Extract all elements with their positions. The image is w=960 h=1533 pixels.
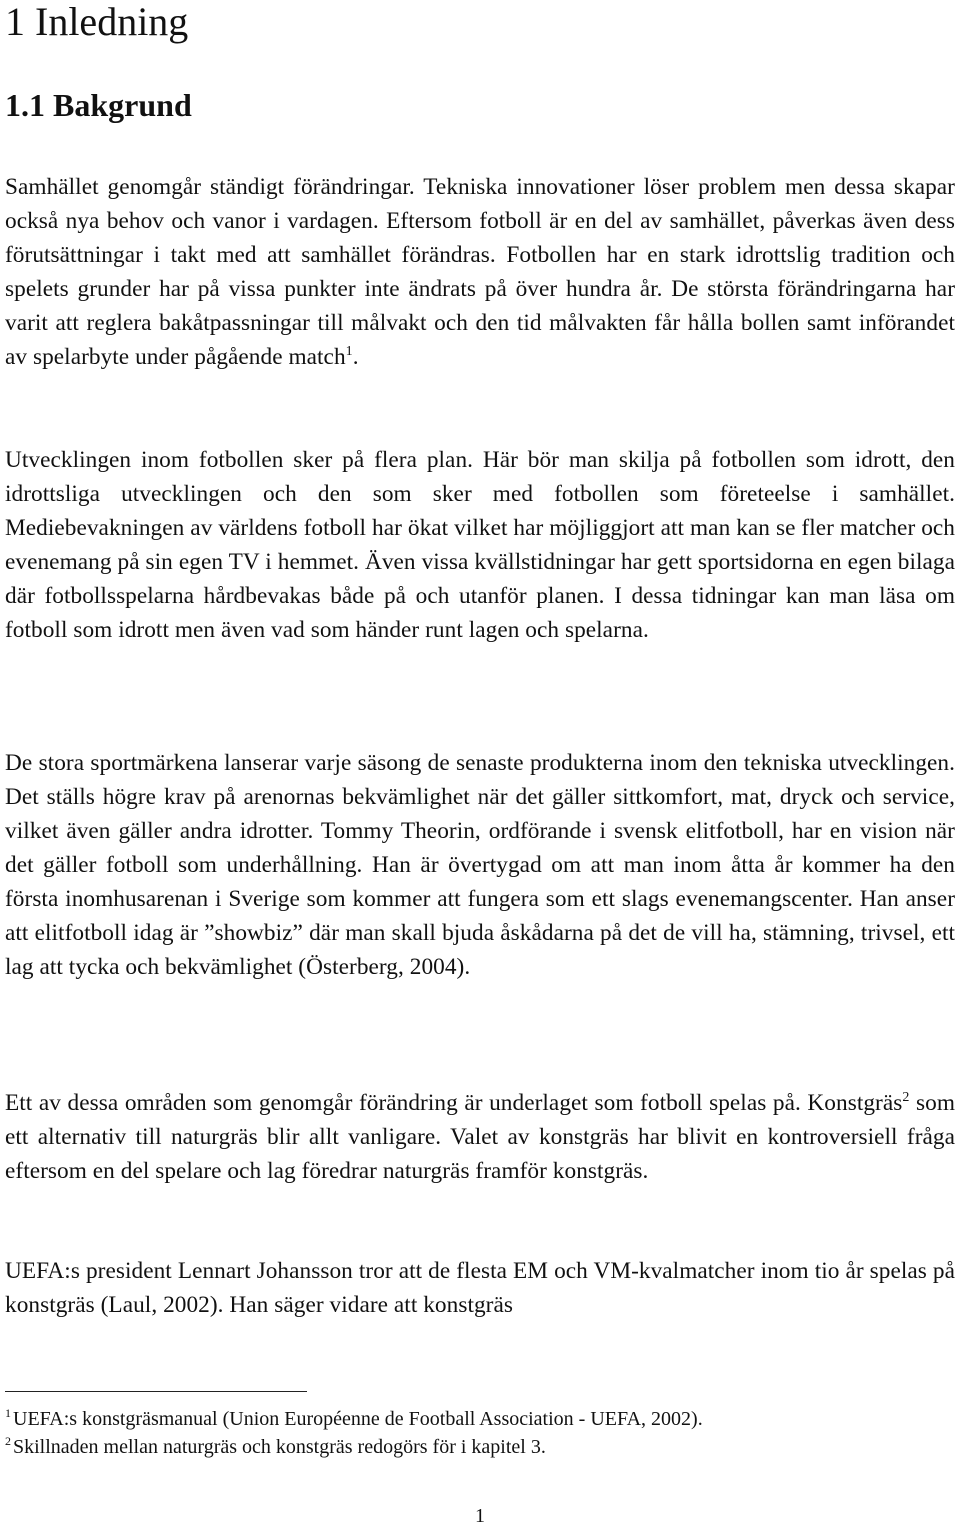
paragraph-3: De stora sportmärkena lanserar varje säsong de senaste produkterna inom den tekniska utvecklingen. Det ställs högre krav på arenornas bekvämlighet när det gäller sittkomfort, mat, dryck och service, vilket även gäller andra idrotter. Tommy Theorin, ordförande i svensk elitfotboll, har en vision när det gäller fotboll som underhållning. Han är övertygad om att man inom åtta år kommer ha den första inomhusarenan i Sverige som kommer att fungera som ett slags evenemangscenter. Han anser att elitfotboll idag är ”showbiz” där man skall bjuda åskådarna på det de vill ha, stämning, trivsel, ett lag att tycka och bekvämlighet (Österberg, 2004). bbox=[5, 750, 955, 980]
paragraph-1-end: . bbox=[352, 344, 359, 370]
paragraph-4-text: Ett av dessa områden som genomgår förändring är underlaget som fotboll spelas på. Konstgräs bbox=[5, 1090, 903, 1116]
footnote-1-text: UEFA:s konstgräsmanual (Union Européenne de Football Association - UEFA, 2002). bbox=[13, 1408, 703, 1430]
section-heading: 1.1 Bakgrund bbox=[5, 87, 192, 123]
footnote-1 bbox=[5, 1405, 955, 1433]
paragraph-1 bbox=[5, 170, 955, 374]
footnote-divider bbox=[5, 1391, 307, 1392]
footnote-1-number: 1 bbox=[5, 1406, 11, 1420]
page-number: 1 bbox=[475, 1505, 485, 1527]
footnote-2-number: 2 bbox=[5, 1434, 11, 1448]
footnote-2-text: Skillnaden mellan naturgräs och konstgräs redogörs för i kapitel 3. bbox=[13, 1436, 546, 1458]
paragraph-4-rest: som ett alternativ till naturgräs blir allt vanligare. Valet av konstgräs har blivit en kontroversiell fråga eftersom en del spelare och lag föredrar naturgräs framför konstgräs. bbox=[5, 1090, 955, 1184]
footnote-ref-1: 1 bbox=[345, 344, 353, 359]
chapter-heading: 1 Inledning bbox=[5, 0, 189, 44]
paragraph-4 bbox=[5, 1086, 955, 1188]
footnote-2 bbox=[5, 1433, 955, 1461]
paragraph-1-text: Samhället genomgår ständigt förändringar. Tekniska innovationer löser problem men dessa skapar också nya behov och vanor i vardagen. Eftersom fotboll är en del av samhället, påverkas även dess förutsättningar i takt med att samhället förändras. Fotbollen har en stark idrottslig tradition och spelets grunder har på vissa punkter inte ändrats på över hundra år. De största förändringarna har varit att reglera bakåtpassningar till målvakt och den tid målvakten får hålla bollen samt införandet av spelarbyte under pågående match bbox=[5, 174, 955, 370]
footnote-ref-2: 2 bbox=[902, 1090, 910, 1105]
paragraph-2: Utvecklingen inom fotbollen sker på flera plan. Här bör man skilja på fotbollen som idrott, den idrottsliga utvecklingen och den som sker med fotbollen som företeelse i samhället. Mediebevakningen av världens fotboll har ökat vilket har möjliggjort att man kan se fler matcher och evenemang på sin egen TV i hemmet. Även vissa kvällstidningar har gett sportsidorna en egen bilaga där fotbollsspelarna hårdbevakas både på och utanför planen. I dessa tidningar kan man läsa om fotboll som idrott men även vad som händer runt lagen och spelarna. bbox=[5, 447, 955, 643]
paragraph-5: UEFA:s president Lennart Johansson tror att de flesta EM och VM-kvalmatcher inom tio år spelas på konstgräs (Laul, 2002). Han säger vidare att konstgräs bbox=[5, 1258, 955, 1318]
